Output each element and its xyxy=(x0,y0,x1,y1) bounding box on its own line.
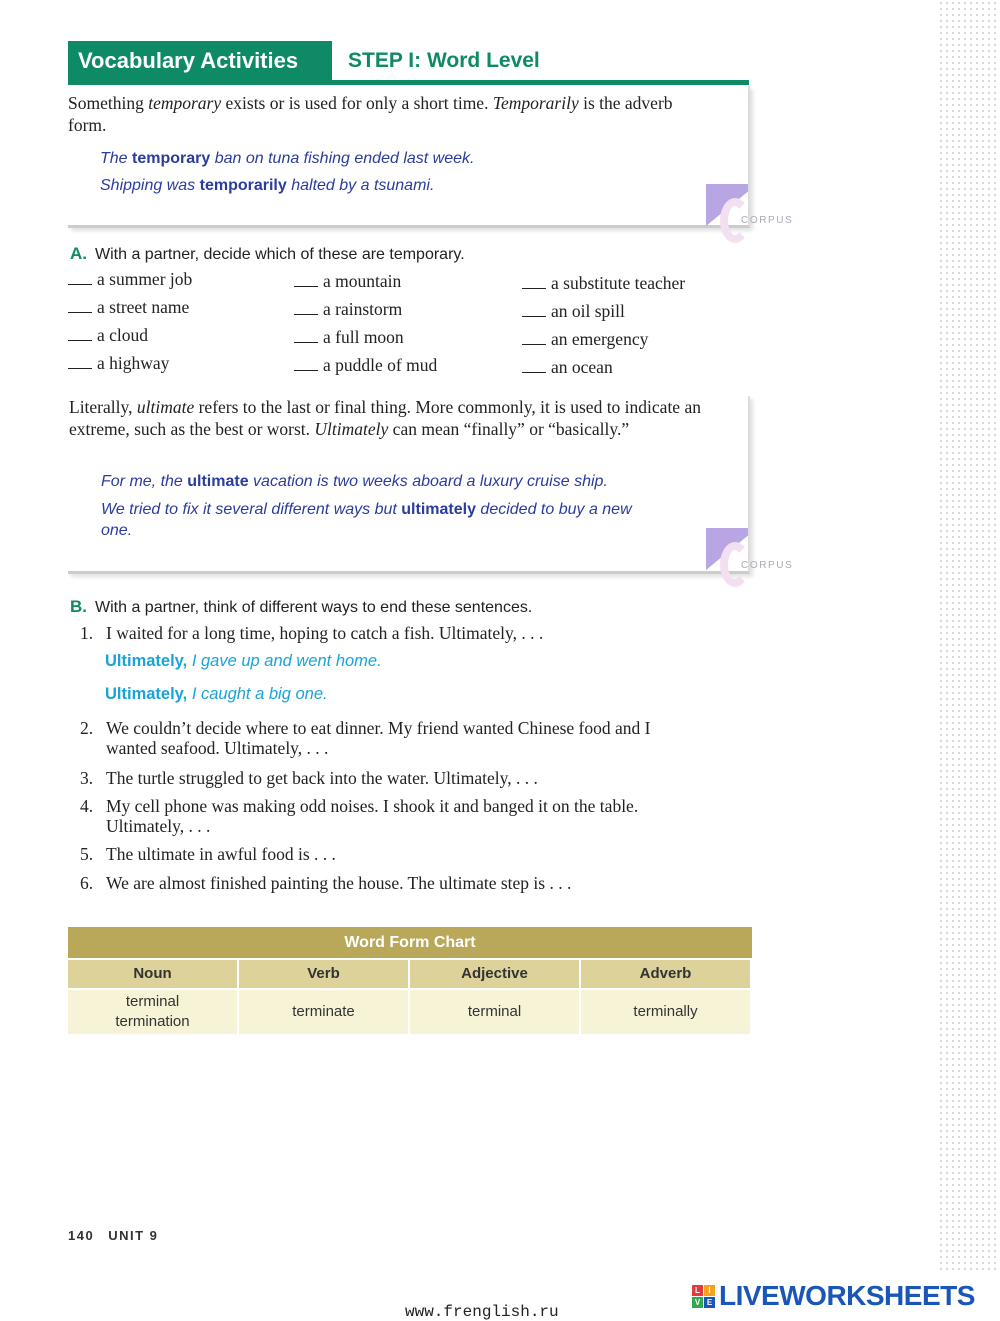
answer-blank[interactable] xyxy=(68,328,92,341)
header-adjective: Adjective xyxy=(410,958,581,988)
definition-ultimate: Literally, ultimate refers to the last or final thing. More commonly, it is used to indicate an extreme, such as the best or worst. Ultimately can mean “finally” or “basically.” xyxy=(69,397,701,439)
sentence-item-4: 4. My cell phone was making odd noises. I shook it and banged it on the table. Ultimately, . . . xyxy=(80,796,639,836)
vocabulary-activities-tab: Vocabulary Activities xyxy=(68,41,332,80)
word-form-chart xyxy=(68,927,752,1034)
section-a-letter: A. xyxy=(70,244,87,263)
list-item[interactable]: a mountain xyxy=(294,271,401,292)
page-footer xyxy=(68,1228,172,1243)
section-title-bar xyxy=(68,41,749,85)
page-edge-dot-pattern xyxy=(938,0,1000,1270)
answer-blank[interactable] xyxy=(294,274,318,287)
sentence-item-6: 6. We are almost finished painting the house. The ultimate step is . . . xyxy=(80,873,572,893)
list-item[interactable]: a street name xyxy=(68,297,189,318)
header-noun: Noun xyxy=(68,958,239,988)
liveworksheets-icon: L I V E xyxy=(692,1285,715,1308)
chart-header-row xyxy=(68,958,752,988)
section-b-instruction: With a partner, think of different ways to end these sentences. xyxy=(95,599,533,616)
list-item[interactable]: a summer job xyxy=(68,269,192,290)
cell-adjective: terminal xyxy=(410,988,581,1034)
list-item[interactable]: an ocean xyxy=(522,357,613,378)
list-item[interactable]: an oil spill xyxy=(522,301,625,322)
example-ultimate-2: We tried to fix it several different ways but ultimately decided to buy a new one. xyxy=(101,501,632,539)
cell-verb: terminate xyxy=(239,988,410,1034)
cell-noun: terminal termination xyxy=(68,988,239,1034)
answer-blank[interactable] xyxy=(68,356,92,369)
sentence-item-5: 5. The ultimate in awful food is . . . xyxy=(80,844,336,864)
definition-temporary: Something temporary exists or is used for only a short time. Temporarily is the adverb form. xyxy=(68,93,673,135)
sample-answer-1: Ultimately, I gave up and went home. xyxy=(105,652,382,670)
section-a-instruction: With a partner, decide which of these are temporary. xyxy=(95,246,465,263)
corpus-label: CORPUS xyxy=(741,215,794,226)
definition-box-ultimate xyxy=(68,396,750,574)
chart-data-row xyxy=(68,988,752,1034)
sentence-item-2: 2. We couldn’t decide where to eat dinner. My friend wanted Chinese food and I wanted seafood. Ultimately, . . . xyxy=(80,718,651,758)
answer-blank[interactable] xyxy=(522,360,546,373)
list-item[interactable]: a puddle of mud xyxy=(294,355,437,376)
sample-answer-2: Ultimately, I caught a big one. xyxy=(105,685,328,703)
liveworksheets-logo xyxy=(692,1281,975,1311)
sentence-item-3: 3. The turtle struggled to get back into the water. Ultimately, . . . xyxy=(80,768,538,788)
cell-adverb: terminally xyxy=(581,988,752,1034)
header-verb: Verb xyxy=(239,958,410,988)
answer-blank[interactable] xyxy=(294,302,318,315)
list-item[interactable]: a cloud xyxy=(68,325,148,346)
sentence-item-1: 1. I waited for a long time, hoping to catch a fish. Ultimately, . . . xyxy=(80,623,544,643)
answer-blank[interactable] xyxy=(294,358,318,371)
list-item[interactable]: a substitute teacher xyxy=(522,273,685,294)
list-item[interactable]: a full moon xyxy=(294,327,404,348)
section-b-heading xyxy=(70,597,532,617)
example-temporary-1: The temporary ban on tuna fishing ended last week. xyxy=(100,150,475,167)
step-title: STEP I: Word Level xyxy=(348,49,540,72)
answer-blank[interactable] xyxy=(522,304,546,317)
answer-blank[interactable] xyxy=(68,272,92,285)
definition-box-temporary xyxy=(68,86,750,228)
example-ultimate-1: For me, the ultimate vacation is two weeks aboard a luxury cruise ship. xyxy=(101,473,608,490)
section-b-letter: B. xyxy=(70,597,87,616)
liveworksheets-wordmark: LIVEWORKSHEETS xyxy=(719,1280,975,1311)
website-url: www.frenglish.ru xyxy=(405,1303,559,1321)
answer-blank[interactable] xyxy=(294,330,318,343)
header-adverb: Adverb xyxy=(581,958,752,988)
list-item[interactable]: a rainstorm xyxy=(294,299,402,320)
answer-blank[interactable] xyxy=(68,300,92,313)
example-temporary-2: Shipping was temporarily halted by a tsunami. xyxy=(100,177,435,194)
section-a-heading xyxy=(70,244,465,264)
unit-label: UNIT 9 xyxy=(108,1228,159,1243)
answer-blank[interactable] xyxy=(522,276,546,289)
corpus-label: CORPUS xyxy=(741,560,794,571)
list-item[interactable]: a highway xyxy=(68,353,169,374)
chart-title: Word Form Chart xyxy=(68,927,752,958)
page-number: 140 xyxy=(68,1228,95,1243)
answer-blank[interactable] xyxy=(522,332,546,345)
list-item[interactable]: an emergency xyxy=(522,329,648,350)
